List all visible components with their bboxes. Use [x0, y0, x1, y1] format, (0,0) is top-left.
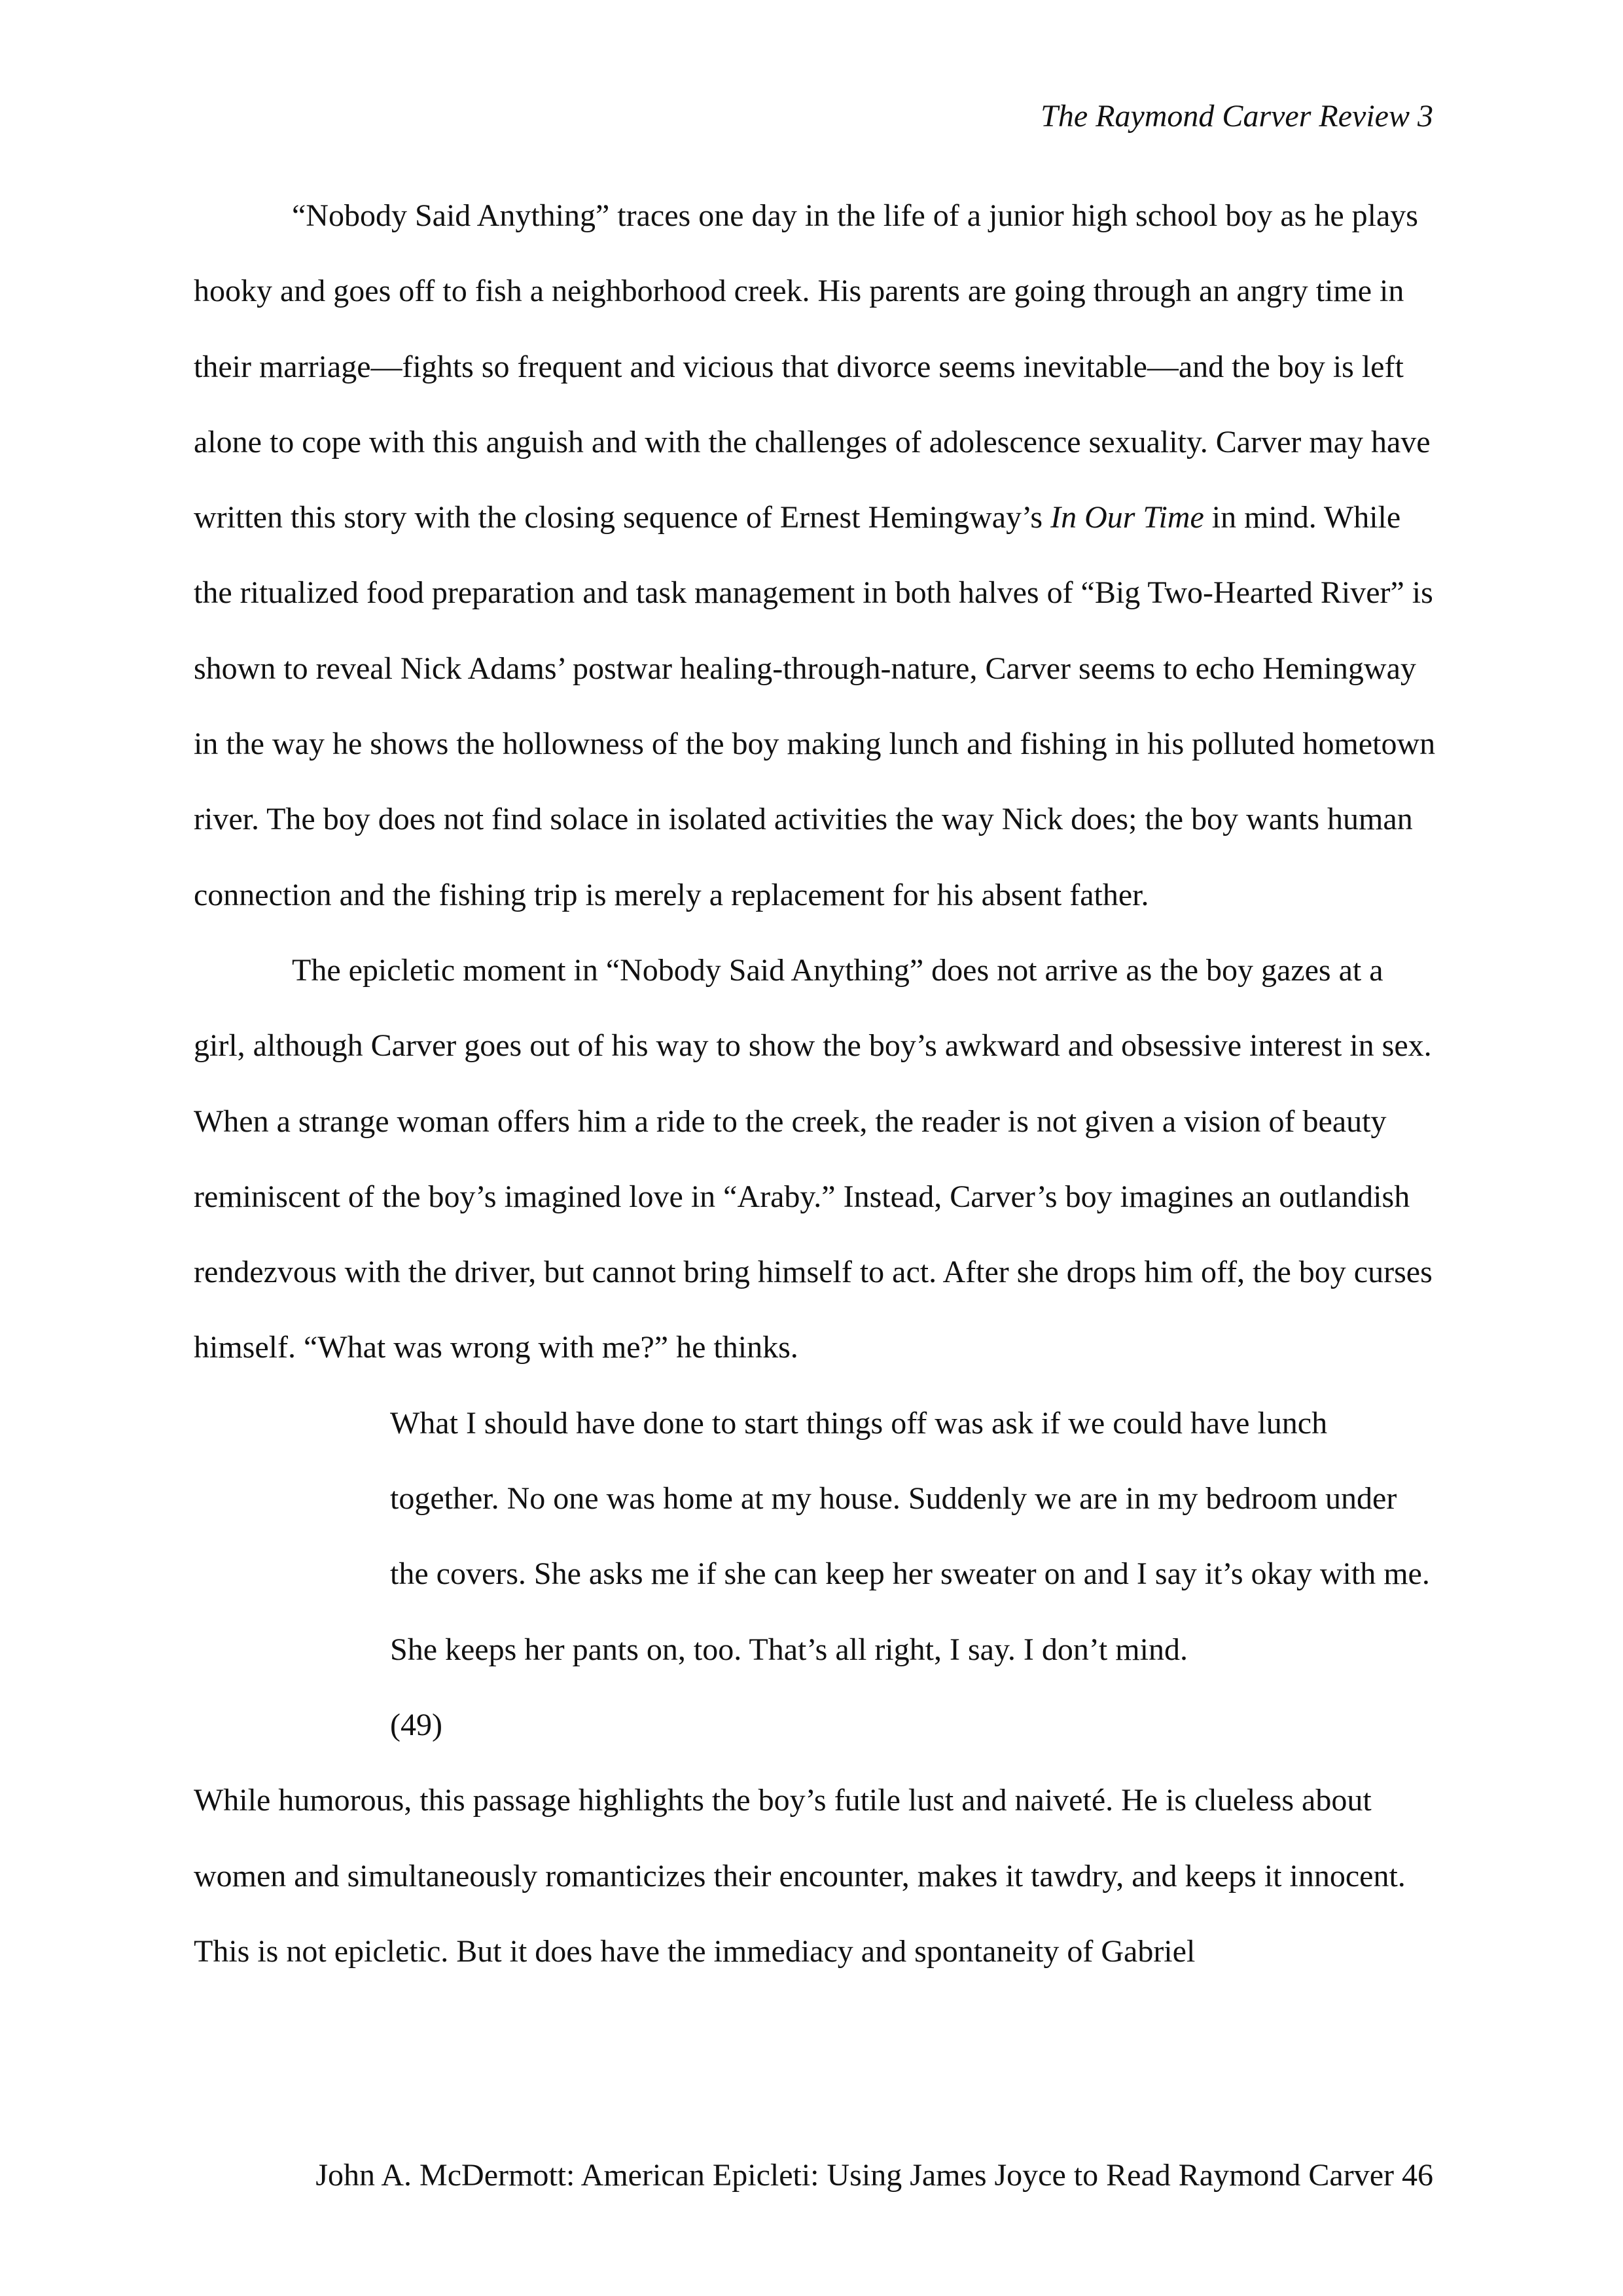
- paragraph-3: While humorous, this passage highlights the boy’s futile lust and naiveté. He is clueless about women and simultaneously romanticizes their encounter, makes it tawdry, and keeps it innocent. This is not epicletic. But it does have the immediacy and spontaneity of Gabriel: [194, 1783, 1406, 1969]
- block-quote: [390, 1386, 1440, 1763]
- book-title-in-our-time: In Our Time: [1050, 500, 1204, 535]
- running-header: The Raymond Carver Review 3: [1041, 99, 1433, 134]
- paragraph-1-text-a: “Nobody Said Anything” traces one day in the life of a junior high school boy as he plays hooky and goes off to fish a neighborhood creek. His parents are going through an angry time in their marriage—fights so frequent and vicious that divorce seems inevitable—and the boy is left alone to cope with this anguish and with the challenges of adolescence sexuality. Carver may have written this story with the closing sequence of Ernest Hemingway’s: [194, 198, 1431, 535]
- paragraph-1-text-b: in mind. While the ritualized food preparation and task management in both halves of “Big Two-Hearted River” is shown to reveal Nick Adams’ postwar healing-through-nature, Carver seems to echo Hemingway in the way he shows the hollowness of the boy making lunch and fishing in his polluted hometown river. The boy does not find solace in isolated activities the way Nick does; the boy wants human connection and the fishing trip is merely a replacement for his absent father.: [194, 500, 1436, 912]
- paragraph-2: The epicletic moment in “Nobody Said Anything” does not arrive as the boy gazes at a girl, although Carver goes out of his way to show the boy’s awkward and obsessive interest in sex. When a strange woman offers him a ride to the creek, the reader is not given a vision of beauty reminiscent of the boy’s imagined love in “Araby.” Instead, Carver’s boy imagines an outlandish rendezvous with the driver, but cannot bring himself to act. After she drops him off, the boy curses himself. “What was wrong with me?” he thinks.: [194, 952, 1433, 1365]
- paragraph-1: [194, 178, 1440, 933]
- page-footer: John A. McDermott: American Epicleti: Using James Joyce to Read Raymond Carver 46: [315, 2158, 1433, 2193]
- block-quote-citation: (49): [390, 1707, 442, 1742]
- article-body: [194, 178, 1440, 1989]
- block-quote-text: What I should have done to start things off was ask if we could have lunch together. No one was home at my house. Suddenly we are in my bedroom under the covers. She asks me if she can keep her sweater on and I say it’s okay with me. She keeps her pants on, too. That’s all right, I say. I don’t mind.: [390, 1405, 1430, 1667]
